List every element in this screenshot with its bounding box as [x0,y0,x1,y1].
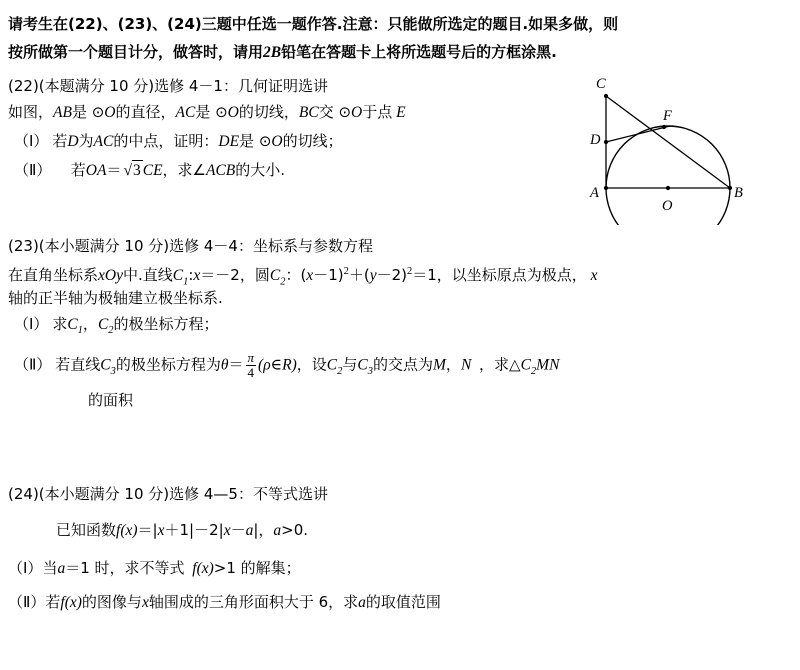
q24-stem-c: ＋1|－2| [164,521,224,539]
q23-stem-c: : [188,266,194,285]
figure-label-d: D [590,132,601,148]
q24-stem-d: － [230,521,246,539]
q24-stem-e: |， [253,521,274,539]
q22-part2-ce: CE [142,162,163,179]
q24-part2-b: 的图像与 [81,593,142,611]
q22-part1-c: 的中点，证明： [113,132,219,150]
q23-part2-d: 与 [342,355,358,374]
q22-part1-ac: AC [93,133,114,150]
q23-frac-den: 4 [246,365,257,380]
q22-part2-b: ，求∠ [162,161,206,179]
q22-stem-b: 是 ⊙ [71,103,105,121]
q23-part2-c2-sub: 2 [337,365,343,377]
point-a [604,186,608,190]
q24-stem-x2: x [157,522,165,539]
point-e [662,125,666,129]
q22-part2-c: 的大小. [235,161,286,179]
q22-stem-f: 交 ⊙ [318,103,352,121]
q24-part2-x: x [141,594,149,611]
instruction-line-2-part-a: 按所做第一个题目计分，做答时，请用 [8,43,264,61]
q22-stem-bc: BC [298,104,319,121]
q22-part2-a: 若 [70,161,86,179]
q23-stem-a: 在直角坐标系 [8,266,99,285]
q23-part2-mn: MN [536,356,560,374]
q24-part1-a2: a [57,560,66,577]
q22-stem-ac: AC [175,104,196,121]
q22-part1-de: DE [218,133,240,150]
q22-part-1 [14,131,343,152]
q23-part1-c: 的极坐标方程； [113,315,219,333]
q24-stem-b: ＝| [137,521,158,539]
q22-part1-o: O [271,133,283,150]
q22-part2-label: （Ⅱ） [14,161,52,179]
q23-stem-x3: x [590,267,598,285]
q22-sqrt-radicand: 3 [132,162,141,179]
q24-part2-a2: a [358,594,366,611]
q24-part2-a: 若 [45,593,61,611]
figure-label-f: F [663,108,672,124]
q22-stem-e: 的切线， [238,103,299,121]
q24-stem-a2: a [245,522,254,539]
q22-part2-eq: ＝ [106,161,122,179]
q23-part-2 [14,352,559,382]
q23-part2-comma: ， [445,355,461,374]
point-d [604,140,608,144]
q24-part1-fx: f(x) [192,560,214,577]
q24-stem-x: (x) [120,522,138,539]
q24-stem-x3: x [223,522,231,539]
q23-part2-c3b: C [357,356,368,374]
q23-part2-c: ，设 [296,355,327,374]
q24-part2-d: 的取值范围 [365,593,441,611]
q23-frac-num: π [247,350,255,365]
q23-part1-c2-sub: 2 [108,325,114,337]
q23-stem-e: ：( [285,266,307,285]
q22-stem-c: 的直径， [115,103,176,121]
q24-title: (24)(本小题满分 10 分)选修 4—5：不等式选讲 [8,485,328,503]
q23-part2-c3: C [100,356,111,374]
q22-part2-oa: OA [85,162,107,179]
q23-part2-b: 的极坐标方程为 [115,355,221,374]
q23-stem-g: ＋( [348,266,370,285]
q24-part1-b: ＝1 时，求不等式 [65,559,185,577]
q23-stem-f: －1) [313,266,344,285]
q23-part2-e: 的交点为 [372,355,433,374]
q23-part2-rho: (ρ∈R) [258,356,297,374]
q22-title: (22)(本题满分 10 分)选修 4－1：几何证明选讲 [8,77,328,95]
q23-part2-label: （Ⅱ） [14,355,52,374]
q24-part2-c: 轴围成的三角形面积大于 6，求 [148,593,359,611]
q23-stem-d: ＝－2，圆 [200,266,270,285]
q23-stem-c2: C [269,267,281,285]
point-c [604,94,608,98]
q23-part2-m: M [433,356,446,374]
q24-part-2 [8,592,441,613]
q24-part2-fx: f(x) [60,594,82,611]
q22-part1-b: 为 [78,132,94,150]
q22-part1-d-point: D [67,133,79,150]
instruction-2b-pencil: 2B [263,44,282,61]
q22-stem-o3: O [351,104,363,121]
figure-label-b: B [734,185,743,201]
q23-part-2-line2: 的面积 [88,391,134,409]
q23-fraction-pi-over-4 [246,351,257,379]
q24-stem-a3: a [273,522,282,539]
q22-stem [8,102,406,123]
q22-stem-ab: AB [53,104,72,121]
q23-stem-pow2: 2 [407,266,413,277]
q23-part1-label: （Ⅰ） [14,315,49,333]
q23-stem-b: 中.直线 [122,266,173,285]
q23-stem-xoy: xOy [98,267,123,285]
q24-part1-a: 当 [42,559,58,577]
q22-part-2 [14,160,285,181]
q23-part2-c3-sub: 3 [110,365,116,377]
q23-stem-y: y [369,267,377,285]
q23-part2-c2mn-sub: 2 [530,365,537,377]
q23-stem-c1-sub: 1 [183,276,189,288]
q23-part2-eq: ＝ [228,355,244,374]
instruction-line-2-part-c: 铅笔在答题卡上将所选题号后的方框涂黑. [281,43,557,61]
q24-part2-label: （Ⅱ） [8,593,46,611]
q23-stem-line2: 轴的正半轴为极轴建立极坐标系. [8,289,223,307]
q24-stem-f2: >0. [281,521,309,539]
instruction-line-2 [8,42,557,63]
q23-part1-c1: C [67,316,78,333]
q23-part2-n: N [460,356,472,374]
q23-stem-x2: x [306,267,314,285]
q24-stem-f: f [116,522,121,539]
q24-stem [56,520,308,541]
q24-part1-label: （Ⅰ） [8,559,43,577]
point-b [728,186,732,190]
q23-part1-c1-sub: 1 [77,325,83,337]
q23-stem-pow1: 2 [343,266,349,277]
q24-part-1 [8,558,301,579]
q22-part1-a: 若 [52,132,68,150]
q22-geometry-figure [540,76,790,225]
q23-part2-c2: C [326,356,338,374]
instruction-line-1: 请考生在(22)、(23)、(24)三题中任选一题作答.注意：只能做所选定的题目.如果多做，则 [8,15,619,33]
q23-part2-theta: θ [220,356,229,374]
q23-part2-c3b-sub: 3 [367,365,373,377]
segment-de [606,126,670,142]
q23-stem-c1: C [172,267,184,285]
q23-part2-c2mn: C [520,356,531,374]
q22-stem-o1: O [104,104,116,121]
q22-part1-e: 的切线； [282,132,343,150]
q24-stem-a: 已知函数 [56,521,117,539]
figure-label-a: A [590,185,599,201]
q23-part1-a: 求 [52,315,68,333]
q24-part1-c: >1 的解集； [213,559,301,577]
q23-stem-x: x [193,267,201,285]
q23-part2-f: ，求△ [479,355,521,374]
q22-stem-e-point: E [396,104,406,121]
q22-stem-o2: O [227,104,239,121]
q23-part2-a: 若直线 [55,355,101,374]
q22-part1-label: （Ⅰ） [14,132,49,150]
q23-stem-c2-sub: 2 [280,276,286,288]
q23-part1-c2: C [97,316,109,333]
q22-sqrt3: √3 [123,162,141,179]
q23-part-1 [14,314,219,341]
figure-label-c: C [596,76,606,92]
q23-stem-i: ＝1，以坐标原点为极点， [412,266,587,285]
point-o [666,186,670,190]
q22-stem-a: 如图， [8,103,54,121]
q23-stem-h: －2) [376,266,407,285]
q22-stem-d: 是 ⊙ [195,103,228,121]
q23-title: (23)(本小题满分 10 分)选修 4－4：坐标系与参数方程 [8,237,373,255]
figure-label-o: O [662,198,673,214]
q23-part1-b: ， [82,315,98,333]
q22-part2-acb: ACB [206,162,236,179]
q22-part1-d: 是 ⊙ [239,132,272,150]
q22-stem-g: 于点 [362,103,393,121]
